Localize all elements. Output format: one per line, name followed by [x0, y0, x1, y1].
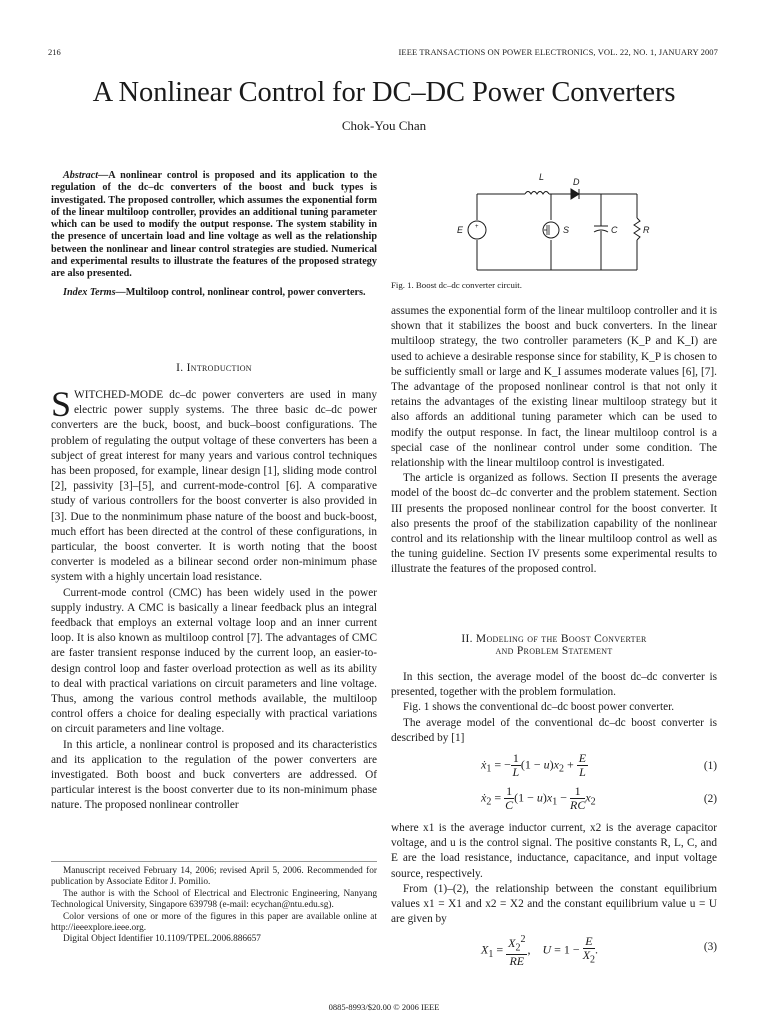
- page-number: 216: [48, 47, 61, 57]
- label-L: L: [539, 172, 545, 182]
- plus-sign: +: [475, 224, 479, 230]
- label-D: D: [573, 177, 580, 187]
- right-paragraph-1: assumes the exponential form of the linear multiloop controller and it is shown that it stabilizes the boost and buck converters. In the linear multiloop strategy, the two controller parameters (K_P and K_I) are used to achieve a desirable response since for stability, K_P is chosen to be sufficiently small or large and K_I assumes moderate values [6], [7]. The advantage of the proposed nonlinear control is that not only it retains the advantages of the existing linear multiloop strategy but it also affords an additional tuning parameter which can be used to modify the output response. In fact, the linear multiloop control is a special case of the nonlinear control under some condition. The relationship with the linear multiloop control is investigated.: [391, 305, 717, 470]
- footnote-doi: Digital Object Identifier 10.1109/TPEL.2006.886657: [63, 934, 261, 945]
- section-2-paragraph-5: From (1)–(2), the relationship between the constant equilibrium values x1 = X1 and x2 = X2 and the constant equilibrium value u = U are given by: [391, 882, 717, 926]
- paper-author: Chok-You Chan: [341, 118, 427, 133]
- section-2-paragraph-3: The average model of the conventional dc–dc boost converter is described by [1]: [391, 716, 717, 744]
- section-1-title: Introduction: [186, 362, 252, 374]
- section-1-body: [51, 384, 377, 814]
- label-E: E: [457, 225, 464, 235]
- section-1-heading: [51, 362, 377, 374]
- section-2-heading-line-2: and Problem Statement: [495, 645, 613, 657]
- section-2-paragraph-4: where x1 is the average inductor current, x2 is the average capacitor voltage, and u is the control signal. The positive constants R, L, C, and E are the load resistance, inductance, capacitance, and input voltage source, respectively.: [391, 822, 717, 880]
- abstract: [51, 170, 377, 299]
- equation-2: [391, 785, 717, 815]
- intro-paragraph-1: WITCHED-MODE dc–dc power converters are used in many electric power supply systems. The three basic dc–dc power converters are the buck, boost, and buck–boost configurations. The problem of regulating the output voltage of these converters has been a subject of great interest for many years and various control techniques has been proposed, for example, linear design [1], sliding mode control [2], passivity [3]–[5], and current-mode-control [6]. A comparative study of various controllers for the boost converter is also provided in [3]. Due to the nonminimum phase nature of the boost and buck-boost, much effort has been directed at the control of these configurations, in particular, the boost converter. It is worth noting that the boost converter is modeled as a bilinear second order non-minimum phase system with a highly uncertain load resistance.: [51, 389, 377, 584]
- footnote-manuscript: Manuscript received February 14, 2006; revised April 5, 2006. Recommended for publication by Associate Editor J. Pomilio.: [51, 866, 377, 888]
- dropcap-letter: S: [51, 384, 72, 424]
- footnotes: [51, 866, 377, 946]
- abstract-text: A nonlinear control is proposed and its application to the regulation of the dc–dc converters of the boost and buck types is investigated. The proposed controller, which assumes the exponential form of the linear multiloop controller, provides an additional tuning parameter which can be used to modify the output response. The system stability in the presence of uncertain load and line voltage as well as the relationship between the nonlinear and linear control strategies are studied. Numerical and experimental results to illustrate the features of the proposed strategy are also presented.: [51, 170, 377, 280]
- section-2-paragraph-2: Fig. 1 shows the conventional dc–dc boost power converter.: [403, 701, 675, 714]
- section-2-heading-line-1: II. Modeling of the Boost Converter: [461, 633, 647, 645]
- section-2-body-bottom: [391, 821, 717, 927]
- paper-title: A Nonlinear Control for DC–DC Power Converters: [92, 77, 676, 108]
- journal-header: IEEE TRANSACTIONS ON POWER ELECTRONICS, VOL. 22, NO. 1, JANUARY 2007: [398, 47, 718, 57]
- equation-2-body: ẋ$_2$ = $\frac{1}{C}$ $(1 - u)x_1$ − $\frac{1}{RC}$ $x_2$: [481, 784, 596, 812]
- footnote-color: Color versions of one or more of the figures in this paper are available online at http://ieeexplore.ieee.org.: [51, 911, 377, 934]
- copyright-line: 0885-8993/$20.00 © 2006 IEEE: [328, 1002, 440, 1012]
- right-paragraph-2: The article is organized as follows. Section II presents the average model of the boost dc–dc converter and the problem statement. Section III presents the proposed nonlinear control for the boost converter. It also presents the proof of the stabilization capability of the nonlinear control and its relationship with the linear multiloop control as well as the tuning guideline. Section IV presents some experimental results to illustrate the features of the proposed control.: [391, 472, 717, 576]
- equation-1-body: ẋ$_1$ = − $\frac{1}{L}$ $(1 - u)x_2$ + $\frac{E}{L}$: [481, 751, 587, 779]
- index-terms-text: Multiloop control, nonlinear control, power converters.: [125, 286, 366, 298]
- figure-1-caption: Fig. 1. Boost dc–dc converter circuit.: [391, 280, 522, 290]
- footnote-rule: [51, 861, 377, 862]
- section-2-body-top: [391, 670, 717, 746]
- section-2-heading: [391, 633, 717, 657]
- section-2-paragraph-1: In this section, the average model of the boost dc–dc converter is presented, together with the problem formulation.: [391, 671, 717, 699]
- equation-2-number: (2): [703, 793, 717, 805]
- right-column-intro: [391, 304, 717, 578]
- label-R: R: [643, 225, 650, 235]
- abstract-label: Abstract—: [63, 170, 109, 181]
- section-1-number: I.: [176, 362, 184, 374]
- equation-1-number: (1): [703, 760, 717, 772]
- equation-3-number: (3): [703, 941, 717, 953]
- intro-paragraph-3: In this article, a nonlinear control is proposed and its characteristics and its application to the regulation of the power converters are investigated. Both boost and buck converters are addressed. Of particular interest is the boost converter due to its non-minimum phase nature. The proposed nonlinear controller: [51, 738, 377, 812]
- footnote-author: The author is with the School of Electrical and Electronic Engineering, Nanyang Technological University, Singapore 639798 (e-mail: ecychan@ntu.edu.sg).: [51, 888, 377, 911]
- label-S: S: [563, 225, 570, 235]
- boost-converter-circuit-figure: [455, 166, 651, 276]
- equation-3: [391, 933, 717, 969]
- equation-3-body: $X_1$ = $\frac{X_2^2}{RE}$ , U = 1 − $\frac{E}{X_2}$ .: [481, 934, 599, 969]
- equation-1: [391, 752, 717, 782]
- intro-paragraph-2: Current-mode control (CMC) has been widely used in the power supply industry. A CMC is basically a linear feedback plus an integral feedback that employs an external voltage loop and an inner current loop. It is also known as multiloop control [7]. The advantages of CMC are faster transient response induced by the current loop, an easier-to-design control loop and faster overload protection as well as its ability to deal with practical variations on circuit parameters and line voltage. Thus, among the various control methods available, the multiloop control offers a choice for dealing especially with practical variations on circuit parameters and line voltage.: [51, 586, 377, 736]
- index-terms-label: Index Terms—: [63, 286, 126, 298]
- label-C: C: [611, 225, 618, 235]
